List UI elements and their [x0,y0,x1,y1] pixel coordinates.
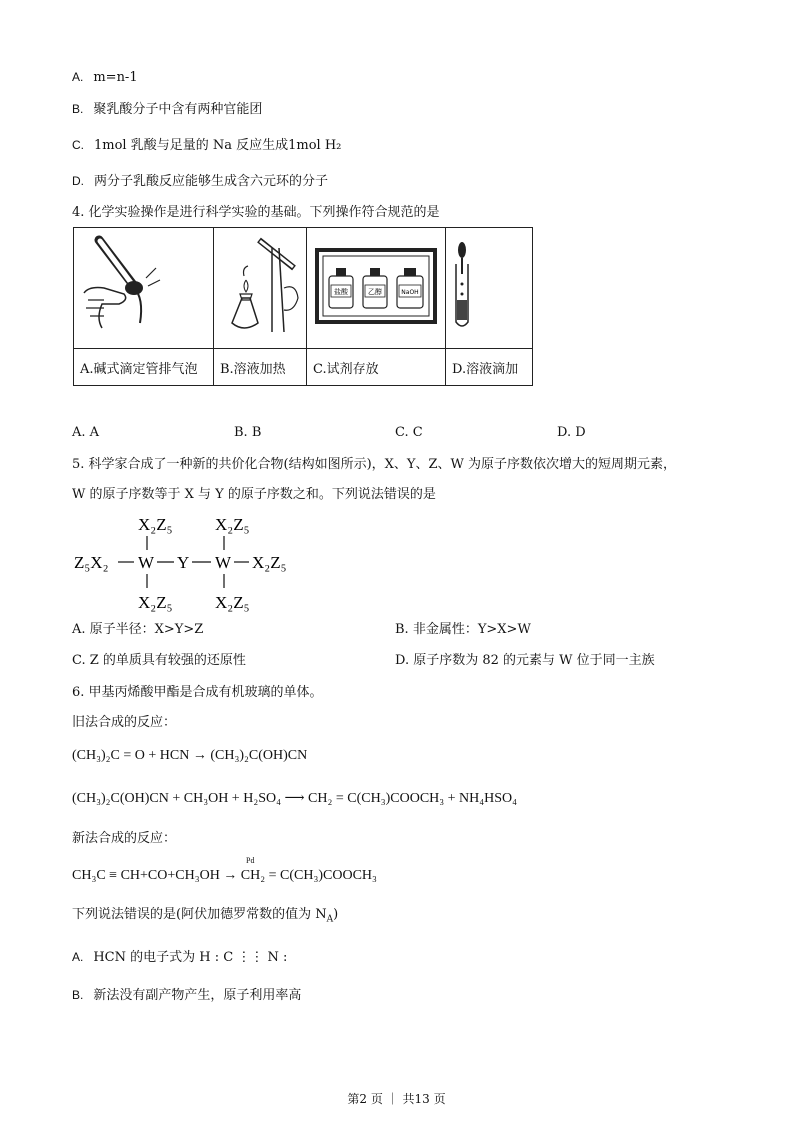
struct-top-left: X₂Z₅ [138,515,173,534]
q6-option-a: A. HCN 的电子式为 H : C ⋮⋮ N : [72,950,288,965]
caption-a: A.碱式滴定管排气泡 [74,349,214,386]
q3-option-a: A. m=n-1 [72,70,138,85]
q3-option-b: B. 聚乳酸分子中含有两种官能团 [72,102,263,117]
q5-structure [72,510,302,614]
struct-bottom-left: X₂Z₅ [138,593,173,612]
q6-question: 下列说法错误的是(阿伏加德罗常数的值为 $N_A$) [72,907,339,925]
q3-option-c: C. 1mol 乳酸与足量的 Na 反应生成1mol H₂ [72,138,342,153]
struct-y: Y [177,553,190,572]
struct-top-right: X₂Z₅ [215,515,250,534]
page-footer: 第2 页 ｜ 共13 页 [347,1092,446,1106]
burette-icon [74,228,213,344]
q6-catalyst: Pd [246,856,255,865]
caption-c: C.试剂存放 [307,349,446,386]
heating-figure [214,228,307,349]
caption-b: B.溶液加热 [214,349,307,386]
q6-equation-2: (CH₃)₂C(OH)CN + CH₃OH + H₂SO₄ ⟶ CH₂ = C(CH₃)COOCH₃ + NH₄HSO₄ [72,791,518,806]
reagent-shelf-icon [307,228,445,344]
q5-option-b: B. 非金属性：Y>X>W [395,622,531,637]
q6-equation-3: CH₃C ≡ CH+CO+CH₃OH → CH₂ = C(CH₃)COOCH₃ [72,868,377,883]
q6-new-label: 新法合成的反应： [72,831,177,846]
reagent-storage-figure [307,228,446,349]
struct-w2: W [215,553,232,572]
q5-stem-line1: 5. 科学家合成了一种新的共价化合物(结构如图所示)，X、Y、Z、W 为原子序数依次增大的短周期元素， [72,457,677,472]
q4-figure-table [73,227,533,386]
struct-left: Z₅X₂ [74,553,109,572]
q5-option-d: D. 原子序数为 82 的元素与 W 位于同一主族 [395,653,655,668]
bottle-label-naoh: NaOH [401,289,419,296]
q4-answer-a: A. A [72,425,100,440]
struct-bottom-right: X₂Z₅ [215,593,250,612]
heating-icon [214,228,306,344]
struct-w1: W [138,553,155,572]
bottle-label-ethanol: 乙醇 [368,288,382,296]
q6-option-b: B. 新法没有副产物产生，原子利用率高 [72,988,302,1003]
q5-stem-line2: W 的原子序数等于 X 与 Y 的原子序数之和。下列说法错误的是 [72,487,436,502]
q6-stem: 6. 甲基丙烯酸甲酯是合成有机玻璃的单体。 [72,685,323,700]
dropping-figure [446,228,533,349]
caption-d: D.溶液滴加 [446,349,533,386]
q4-answer-c: C. C [395,425,423,440]
q5-option-a: A. 原子半径：X>Y>Z [72,622,204,637]
dropper-icon [446,228,532,344]
q4-answer-d: D. D [557,425,586,440]
q6-equation-1: (CH₃)₂C = O + HCN → (CH₃)₂C(OH)CN [72,748,308,763]
struct-right: X₂Z₅ [252,553,287,572]
q6-old-label: 旧法合成的反应： [72,715,177,730]
q4-answer-b: B. B [234,425,262,440]
q3-option-d: D. 两分子乳酸反应能够生成含六元环的分子 [72,174,329,189]
q5-option-c: C. Z 的单质具有较强的还原性 [72,653,246,668]
q4-stem: 4. 化学实验操作是进行科学实验的基础。下列操作符合规范的是 [72,205,440,220]
burette-figure [74,228,214,349]
bottle-label-hcl: 盐酸 [334,288,348,296]
